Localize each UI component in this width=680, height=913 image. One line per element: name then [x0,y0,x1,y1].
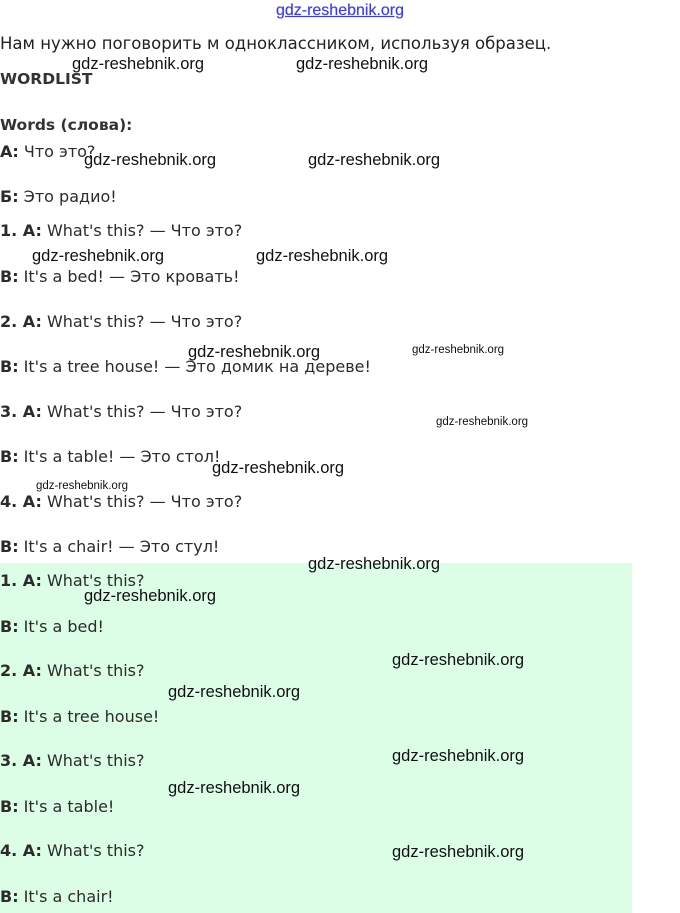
speaker-label: 1. A: [0,221,42,240]
line-text: Что это? [18,142,96,161]
speaker-label: B: [0,357,19,376]
wordlist-heading: WORDLIST [0,70,93,88]
speaker-label: B: [0,537,19,556]
answer-line [0,617,104,636]
speaker-label: B: [0,267,19,286]
line-text: What's this? [41,841,145,860]
answer-line [0,841,145,860]
speaker-label: B: [0,707,19,726]
answer-line [0,887,114,906]
line-text: What's this? [41,751,145,770]
speaker-label: B: [0,887,19,906]
line-text: It's a tree house! — Это домик на дереве! [18,357,371,376]
speaker-label: 1. A: [0,571,42,590]
watermark: gdz-reshebnik.org [412,344,505,356]
speaker-label: 2. A: [0,661,42,680]
watermark: gdz-reshebnik.org [168,779,301,797]
watermark: gdz-reshebnik.org [256,247,389,265]
line-text: It's a table! — Это стол! [18,447,221,466]
watermark: gdz-reshebnik.org [84,151,217,169]
watermark: gdz-reshebnik.org [168,683,301,701]
answer-line [0,707,159,726]
translation-line [0,402,242,421]
task-instruction: Нам нужно поговорить м одноклассником, используя образец. [0,34,552,53]
site-link[interactable]: gdz-reshebnik.org [275,2,405,19]
answer-line [0,661,145,680]
line-text: It's a chair! — Это стул! [18,537,220,556]
watermark: gdz-reshebnik.org [32,247,165,265]
speaker-label: 3. A: [0,402,42,421]
translation-line [0,267,240,286]
watermark: gdz-reshebnik.org [308,151,441,169]
line-text: It's a chair! [18,887,114,906]
speaker-label: B: [0,617,19,636]
answer-line [0,751,145,770]
watermark: gdz-reshebnik.org [392,651,525,669]
watermark: gdz-reshebnik.org [84,587,217,605]
translation-line [0,537,219,556]
translation-line [0,447,220,466]
line-text: What's this? — Что это? [41,492,243,511]
translation-line [0,312,242,331]
watermark: gdz-reshebnik.org [308,555,441,573]
line-text: What's this? [41,661,145,680]
line-text: What's this? [41,571,145,590]
watermark: gdz-reshebnik.org [392,747,525,765]
example-line [0,142,95,161]
line-text: It's a bed! — Это кровать! [18,267,240,286]
answer-line [0,797,114,816]
speaker-label: 3. A: [0,751,42,770]
line-text: What's this? — Что это? [41,312,243,331]
speaker-label: А: [0,142,19,161]
speaker-label: 2. A: [0,312,42,331]
watermark: gdz-reshebnik.org [296,55,429,73]
watermark: gdz-reshebnik.org [436,416,529,428]
watermark: gdz-reshebnik.org [188,343,321,361]
speaker-label: B: [0,447,19,466]
translation-line [0,492,242,511]
line-text: It's a tree house! [18,707,160,726]
line-text: What's this? — Что это? [41,402,243,421]
watermark: gdz-reshebnik.org [212,459,345,477]
watermark: gdz-reshebnik.org [392,843,525,861]
speaker-label: Б: [0,187,19,206]
translation-line [0,221,242,240]
example-line [0,187,117,206]
speaker-label: 4. A: [0,841,42,860]
line-text: It's a table! [18,797,115,816]
answer-box [0,563,632,913]
watermark: gdz-reshebnik.org [36,480,129,492]
watermark: gdz-reshebnik.org [72,55,205,73]
line-text: What's this? — Что это? [41,221,243,240]
words-heading: Words (слова): [0,116,133,134]
speaker-label: 4. A: [0,492,42,511]
line-text: Это радио! [18,187,117,206]
line-text: It's a bed! [18,617,104,636]
speaker-label: B: [0,797,19,816]
